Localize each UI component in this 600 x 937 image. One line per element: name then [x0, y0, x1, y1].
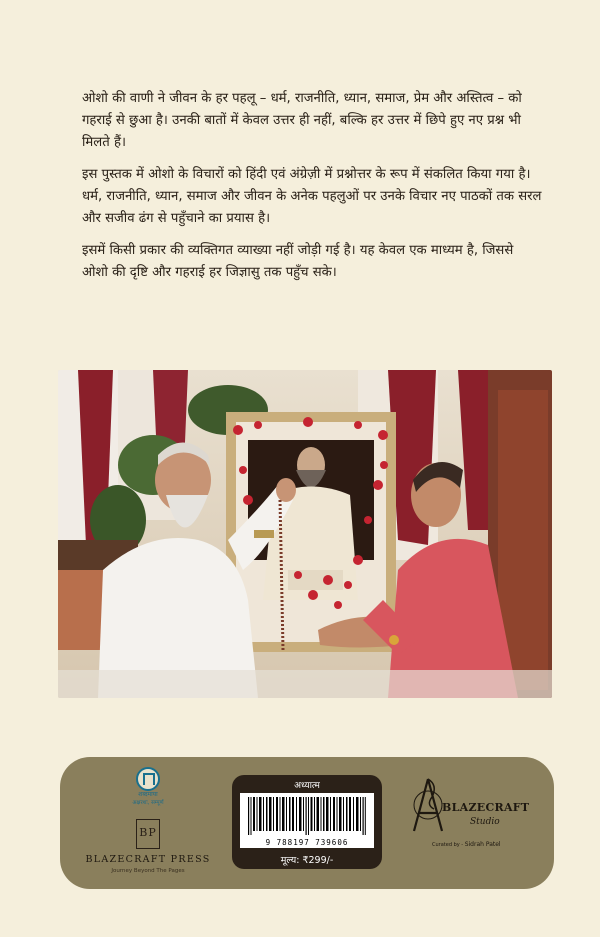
publisher-logo-icon: [136, 767, 160, 791]
photo-illustration: [58, 370, 552, 698]
curated-by: [432, 841, 501, 848]
barcode-bars-icon: [248, 797, 366, 835]
intro-paragraph-2: इस पुस्तक में ओशो के विचारों को हिंदी एवं अंग्रेज़ी में प्रश्नोत्तर के रूप में संकलित किया गया है। धर्म, राजनीति, ध्यान, समाज और जीवन के अनेक पहलुओं पर उनके विचार नए पाठकों तक सरल और सजीव ढंग से पहुँचाने का प्रयास है।: [82, 167, 542, 226]
intro-paragraph-3: इसमें किसी प्रकार की व्यक्तिगत व्याख्या नहीं जोड़ी गई है। यह केवल एक माध्यम है, जिससे ओशो की दृष्टि और गहराई हर जिज्ञासु तक पहुँच सके।: [82, 243, 514, 280]
genre-label: अध्यात्म: [294, 781, 320, 791]
publisher-tagline: अक्षरशः, सम्पूर्ण: [132, 800, 164, 806]
publisher-name: शब्दमाया: [138, 791, 158, 798]
publisher-logos: [60, 757, 235, 889]
studio-name: BLAZECRAFT: [442, 801, 530, 814]
barcode-box: [232, 775, 382, 869]
curated-label: Curated by -: [432, 842, 465, 848]
press-tagline: Journey Beyond The Pages: [111, 868, 185, 874]
barcode: [240, 793, 374, 848]
footer-panel: [60, 757, 554, 889]
cover-photo: [58, 370, 552, 698]
price-label: मूल्य: ₹299/-: [280, 855, 334, 866]
intro-paragraph-1: ओशो की वाणी ने जीवन के हर पहलू – धर्म, राजनीति, ध्यान, समाज, प्रेम और अस्तित्व – को गहराई से छुआ है। उनकी बातों में केवल उत्तर ही नहीं, बल्कि हर उत्तर में छिपे हुए नए प्रश्न भी मिलते हैं।: [82, 91, 522, 150]
barcode-number: 9 788197 739606: [265, 838, 349, 847]
studio-subtitle: Studio: [470, 817, 500, 827]
press-name: BLAZECRAFT PRESS: [85, 854, 211, 865]
curator-name: Sidrah Patel: [464, 841, 501, 848]
studio-logo-block: [400, 757, 550, 889]
press-monogram: BP: [136, 819, 160, 849]
